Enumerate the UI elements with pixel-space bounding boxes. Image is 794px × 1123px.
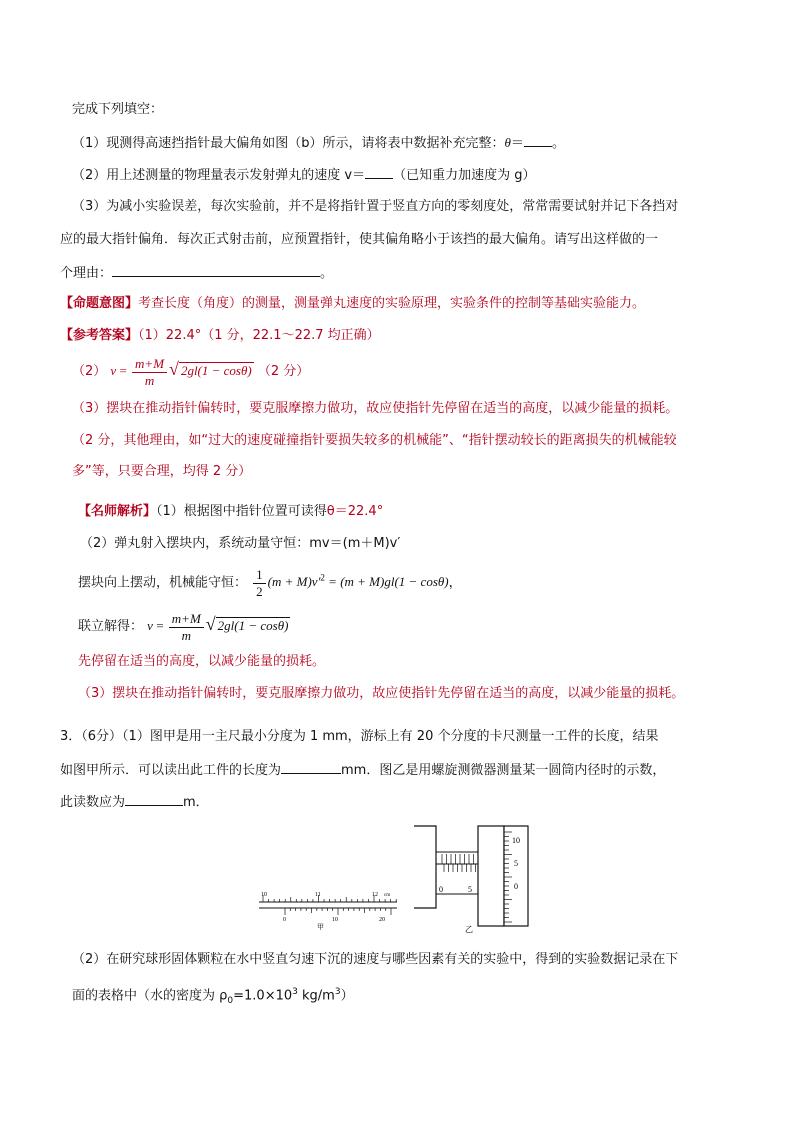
- analysis-line-5: 先停留在适当的高度，以减少能量的损耗。: [78, 654, 326, 669]
- answer-line-2: [72, 352, 309, 389]
- caliper-main-tick-label: 11: [315, 892, 321, 898]
- answer-line-1: [60, 326, 380, 346]
- formula-numerator: m+M: [132, 356, 167, 373]
- formula-denominator: m: [181, 627, 191, 643]
- formula-equals: =: [156, 618, 164, 633]
- sqrt-sign: √: [205, 614, 216, 634]
- thimble-label: 0: [514, 882, 518, 891]
- length-answer-blank[interactable]: [281, 759, 341, 774]
- problem-3-line-3: [60, 791, 209, 813]
- solve-label: 联立解得：: [78, 619, 144, 634]
- half-denominator: 2: [256, 583, 263, 599]
- energy-conservation-label: 摆块向上摆动，机械能守恒：: [78, 575, 248, 591]
- answer-3: （3）摆块在推动指针偏转时，要克服摩擦力做功，故应使指针先停留在适当的高度，以减少能量的损耗。: [72, 401, 679, 416]
- answer-blank-3[interactable]: [112, 262, 320, 277]
- answer-3-note-line-2: 多”等，只要合理，均得 2 分）: [72, 464, 252, 479]
- density-value: =1.0×10: [233, 988, 293, 1004]
- formula-v: v: [110, 363, 117, 378]
- thimble-label: 5: [514, 859, 518, 868]
- problem-3-line-1: 3．（6分）（1）图甲是用一主尺最小分度为 1 mm，游标上有 20 个分度的卡尺测量一工件的长度，结果: [60, 729, 659, 744]
- length-prompt: 如图甲所示．可以读出此工件的长度为: [60, 763, 282, 778]
- formula-denominator: m: [144, 372, 155, 388]
- unit-exponent: 3: [334, 987, 341, 997]
- question-2: [72, 164, 536, 186]
- analysis-line-4: [78, 607, 290, 644]
- question-2-text: （2）用上述测量的物理量表示发射弹丸的速度 v＝: [72, 168, 366, 183]
- caliper-vernier-label: 0: [283, 917, 286, 923]
- part-2-line-2: [72, 982, 354, 1011]
- closing-paren: ）: [340, 988, 354, 1004]
- energy-rhs: = (m + M)gl(1 − cosθ): [324, 574, 449, 590]
- density-subscript: 0: [227, 995, 234, 1006]
- caliper-main-tick-label: 10: [261, 892, 267, 898]
- caliper-unit: cm: [384, 893, 391, 898]
- density-unit: kg/m: [297, 988, 335, 1004]
- formula-v: v: [147, 618, 153, 633]
- density-text: 面的表格中（水的密度为 ρ: [72, 988, 228, 1004]
- comma: ，: [448, 575, 462, 591]
- part-2-line-1: （2）在研究球形固体颗粒在水中竖直匀速下沉的速度与哪些因素有关的实验中，得到的实验数据记录在下: [72, 952, 679, 967]
- answer-1: （1）22.4°（1 分，22.1～22.7 均正确）: [138, 328, 380, 343]
- intent-text: 考查长度（角度）的测量，测量弹丸速度的实验原理，实验条件的控制等基础实验能力。: [138, 296, 646, 311]
- answer-label: 【参考答案】: [60, 328, 139, 343]
- caliper-vernier-label: 10: [332, 917, 338, 923]
- caliper-figure-label: 甲: [317, 923, 324, 930]
- intent-paragraph: [60, 294, 645, 314]
- theta-value: θ＝22.4°: [326, 504, 384, 519]
- square-exponent: 2: [320, 573, 325, 583]
- sleeve-label: 5: [468, 885, 472, 894]
- question-1: [72, 132, 565, 154]
- intent-label: 【命题意图】: [60, 296, 139, 311]
- caliper-main-tick-label: 12: [372, 892, 378, 898]
- analysis-line-6: （3）摆块在推动指针偏转时，要克服摩擦力做功，故应使指针先停留在适当的高度，以减少能量的损耗。: [78, 686, 685, 701]
- formula-equals: =: [119, 363, 127, 378]
- diameter-unit-text: m．: [183, 795, 209, 810]
- analysis-line-3: [78, 561, 462, 600]
- caliper-vernier-label: 20: [379, 917, 385, 923]
- sqrt-sign: √: [169, 359, 179, 379]
- answer-blank-1[interactable]: [524, 132, 552, 147]
- question-3-line-2: 应的最大指针偏角．每次正式射击前，应预置指针，使其偏角略小于该挡的最大偏角。请写出这样做的一: [60, 232, 659, 247]
- question-3-line-1: （3）为减小实验误差，每次实验前，并不是将指针置于竖直方向的零刻度处，常常需要试射并记下各挡对: [72, 199, 679, 214]
- answer-3-note-line-1: （2 分，其他理由，如“过大的速度碰撞指针要损失较多的机械能”、“指针摆动较长的距离损失的机械能较: [72, 433, 677, 448]
- answer-2-score: （2 分）: [257, 364, 310, 379]
- period: 。: [320, 266, 334, 281]
- thimble-label: 10: [512, 836, 520, 845]
- equals-sign: ＝: [510, 136, 524, 151]
- length-unit-text: mm．图乙是用螺旋测微器测量某一圆筒内径时的示数，: [341, 763, 666, 778]
- instructions: 完成下列填空：: [72, 102, 164, 117]
- theta-symbol: θ: [504, 135, 511, 150]
- formula-radicand: 2gl(1 − cosθ): [180, 363, 252, 378]
- energy-formula: [251, 566, 449, 599]
- formula-radicand: 2gl(1 − cosθ): [217, 618, 289, 633]
- analysis-line-2: [80, 534, 400, 554]
- period: 。: [551, 136, 565, 151]
- formula-numerator: m+M: [169, 611, 204, 628]
- micrometer-figure-label: 乙: [465, 925, 473, 934]
- problem-3-line-2: [60, 759, 665, 781]
- thimble: [478, 826, 504, 926]
- velocity-formula-2: [147, 610, 290, 643]
- diameter-answer-blank[interactable]: [125, 791, 183, 806]
- caliper-vernier-scale: [285, 908, 391, 915]
- question-3-line-3: [60, 262, 333, 284]
- momentum-conservation: （2）弹丸射入摆块内，系统动量守恒：mv＝(m＋M)v′: [80, 536, 401, 551]
- sleeve-ticks: [442, 854, 478, 872]
- sleeve-label: 0: [439, 885, 443, 894]
- diameter-prompt: 此读数应为: [60, 795, 126, 810]
- analysis-text-1: （1）根据图中指针位置可读得: [156, 504, 327, 519]
- half-numerator: 1: [253, 567, 266, 584]
- question-1-text: （1）现测得高速挡指针最大偏角如图（b）所示，请将表中数据补充完整：: [72, 136, 505, 151]
- micrometer-frame: [414, 826, 436, 908]
- reason-label: 个理由：: [60, 266, 113, 281]
- micrometer-figure: [408, 822, 533, 934]
- energy-lhs: (m + M)v′: [267, 574, 321, 590]
- vernier-caliper-figure: [255, 888, 405, 930]
- analysis-label: 【名师解析】: [78, 504, 157, 519]
- question-2-note: （已知重力加速度为 g）: [393, 168, 536, 183]
- answer-blank-2[interactable]: [365, 164, 393, 179]
- density-exponent: 3: [292, 987, 298, 997]
- analysis-line-1: [78, 502, 383, 522]
- velocity-formula: [110, 355, 253, 388]
- answer-2-prefix: （2）: [72, 364, 107, 379]
